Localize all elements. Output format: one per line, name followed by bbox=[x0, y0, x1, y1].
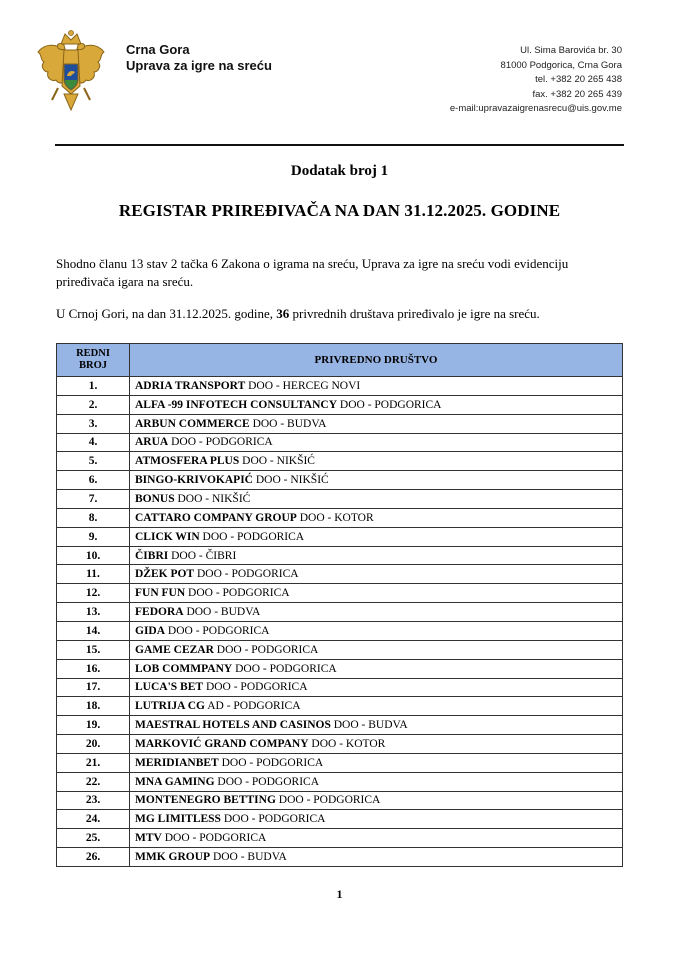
company-name: FEDORA bbox=[135, 606, 184, 619]
company-legal-form-location: DOO - PODGORICA bbox=[165, 624, 270, 637]
company-legal-form-location: DOO - PODGORICA bbox=[218, 756, 324, 769]
page-title: REGISTAR PRIREĐIVAČA NA DAN 31.12.2025. GODINE bbox=[118, 201, 561, 220]
table-row bbox=[57, 848, 623, 867]
company-cell bbox=[130, 527, 623, 546]
contact-city: 81000 Podgorica, Crna Gora bbox=[500, 59, 622, 71]
table-row bbox=[57, 414, 623, 433]
company-name: ALFA -99 INFOTECH CONSULTANCY bbox=[135, 398, 338, 411]
company-name: FUN FUN bbox=[135, 587, 186, 600]
company-cell bbox=[130, 452, 623, 471]
company-legal-form-location: DOO - NIKŠIĆ bbox=[252, 474, 329, 487]
summary-paragraph bbox=[56, 305, 624, 323]
company-legal-form-location: DOO - NIKŠIĆ bbox=[239, 455, 315, 468]
contact-block bbox=[450, 44, 622, 117]
column-header-company: PRIVREDNO DRUŠTVO bbox=[130, 344, 623, 377]
company-legal-form-location: DOO - PODGORICA bbox=[213, 643, 319, 656]
row-number: 14. bbox=[57, 621, 130, 640]
company-legal-form-location: DOO - BUDVA bbox=[249, 417, 327, 430]
company-name: LOB COMMPANY bbox=[135, 662, 233, 675]
table-row bbox=[57, 659, 623, 678]
table-row bbox=[57, 603, 623, 622]
column-header-number-line1: REDNI bbox=[76, 348, 110, 359]
row-number: 4. bbox=[57, 433, 130, 452]
company-cell bbox=[130, 584, 623, 603]
company-cell bbox=[130, 565, 623, 584]
summary-text-after: privrednih društava priređivalo je igre na sreću. bbox=[289, 306, 540, 321]
contact-address: Ul. Sima Barovića br. 30 bbox=[520, 45, 622, 56]
intro-paragraph: Shodno članu 13 stav 2 tačka 6 Zakona o igrama na sreću, Uprava za igre na sreću vodi evidenciju priređivača igara na sreću. bbox=[56, 256, 569, 289]
summary-count: 36 bbox=[276, 306, 290, 321]
company-name: MTV bbox=[135, 832, 162, 845]
summary-text-before: U Crnoj Gori, na dan 31.12.2025. godine, bbox=[56, 306, 277, 321]
company-name: GIDA bbox=[135, 624, 166, 637]
row-number: 12. bbox=[57, 584, 130, 603]
company-name: LUCA'S BET bbox=[135, 681, 204, 694]
company-cell bbox=[130, 810, 623, 829]
table-row bbox=[57, 772, 623, 791]
row-number: 6. bbox=[57, 471, 130, 490]
register-table-body bbox=[57, 377, 623, 867]
row-number: 19. bbox=[57, 716, 130, 735]
company-legal-form-location: DOO - PODGORICA bbox=[220, 813, 326, 826]
company-legal-form-location: DOO - PODGORICA bbox=[194, 568, 299, 581]
company-cell bbox=[130, 678, 623, 697]
company-name: GAME CEZAR bbox=[135, 643, 214, 656]
table-row bbox=[57, 753, 623, 772]
row-number: 22. bbox=[57, 772, 130, 791]
company-name: MNA GAMING bbox=[135, 775, 215, 788]
company-name: BINGO-KRIVOKAPIĆ bbox=[135, 474, 253, 487]
row-number: 26. bbox=[57, 848, 130, 867]
table-row bbox=[57, 546, 623, 565]
company-name: ČIBRI bbox=[135, 549, 169, 562]
company-cell bbox=[130, 829, 623, 848]
company-name: MG LIMITLESS bbox=[135, 813, 221, 826]
row-number: 15. bbox=[57, 640, 130, 659]
org-country: Crna Gora bbox=[126, 42, 190, 57]
company-cell bbox=[130, 716, 623, 735]
row-number: 16. bbox=[57, 659, 130, 678]
company-cell bbox=[130, 395, 623, 414]
table-row bbox=[57, 471, 623, 490]
company-name: BONUS bbox=[135, 492, 175, 505]
company-cell bbox=[130, 433, 623, 452]
table-row bbox=[57, 395, 623, 414]
company-legal-form-location: DOO - PODGORICA bbox=[203, 681, 308, 694]
company-legal-form-location: DOO - PODGORICA bbox=[275, 794, 381, 807]
company-name: DŽEK POT bbox=[135, 568, 195, 581]
column-header-number bbox=[57, 344, 130, 377]
table-row bbox=[57, 584, 623, 603]
contact-fax: fax. +382 20 265 439 bbox=[532, 88, 622, 100]
row-number: 21. bbox=[57, 753, 130, 772]
company-name: CLICK WIN bbox=[135, 530, 200, 543]
row-number: 13. bbox=[57, 603, 130, 622]
row-number: 1. bbox=[57, 377, 130, 396]
table-row bbox=[57, 829, 623, 848]
company-cell bbox=[130, 659, 623, 678]
company-legal-form-location: DOO - PODGORICA bbox=[185, 587, 290, 600]
company-legal-form-location: DOO - BUDVA bbox=[330, 719, 408, 732]
row-number: 24. bbox=[57, 810, 130, 829]
company-cell bbox=[130, 508, 623, 527]
company-legal-form-location: DOO - NIKŠIĆ bbox=[174, 492, 251, 505]
company-legal-form-location: DOO - PODGORICA bbox=[199, 530, 305, 543]
row-number: 23. bbox=[57, 791, 130, 810]
company-legal-form-location: DOO - BUDVA bbox=[183, 606, 261, 619]
header-divider bbox=[55, 144, 624, 146]
appendix-title: Dodatak broj 1 bbox=[290, 163, 389, 179]
company-cell bbox=[130, 546, 623, 565]
table-row bbox=[57, 791, 623, 810]
company-cell bbox=[130, 697, 623, 716]
company-name: MARKOVIĆ GRAND COMPANY bbox=[135, 737, 309, 750]
company-legal-form-location: DOO - PODGORICA bbox=[168, 436, 273, 449]
table-row bbox=[57, 433, 623, 452]
row-number: 2. bbox=[57, 395, 130, 414]
row-number: 9. bbox=[57, 527, 130, 546]
company-name: ADRIA TRANSPORT bbox=[135, 379, 246, 392]
column-header-number-line2: BROJ bbox=[78, 360, 107, 371]
company-cell bbox=[130, 490, 623, 509]
table-header-row bbox=[57, 344, 623, 377]
montenegro-coat-of-arms-icon bbox=[34, 30, 108, 116]
company-legal-form-location: DOO - PODGORICA bbox=[161, 832, 267, 845]
company-cell bbox=[130, 621, 623, 640]
table-row bbox=[57, 735, 623, 754]
row-number: 25. bbox=[57, 829, 130, 848]
company-cell bbox=[130, 377, 623, 396]
company-legal-form-location: DOO - PODGORICA bbox=[337, 398, 442, 411]
company-name: MAESTRAL HOTELS AND CASINOS bbox=[135, 719, 331, 732]
company-name: ARBUN COMMERCE bbox=[135, 417, 250, 430]
row-number: 11. bbox=[57, 565, 130, 584]
company-cell bbox=[130, 848, 623, 867]
table-row bbox=[57, 452, 623, 471]
organization-name bbox=[126, 42, 272, 74]
row-number: 17. bbox=[57, 678, 130, 697]
register-table bbox=[56, 343, 623, 867]
company-cell bbox=[130, 791, 623, 810]
row-number: 18. bbox=[57, 697, 130, 716]
row-number: 3. bbox=[57, 414, 130, 433]
page-number: 1 bbox=[336, 887, 343, 901]
company-cell bbox=[130, 772, 623, 791]
company-legal-form-location: DOO - HERCEG NOVI bbox=[245, 379, 361, 392]
row-number: 7. bbox=[57, 490, 130, 509]
company-name: MERIDIANBET bbox=[135, 756, 219, 769]
company-name: ARUA bbox=[135, 436, 169, 449]
row-number: 10. bbox=[57, 546, 130, 565]
company-legal-form-location: AD - PODGORICA bbox=[204, 700, 301, 713]
table-row bbox=[57, 678, 623, 697]
company-legal-form-location: DOO - PODGORICA bbox=[214, 775, 320, 788]
table-row bbox=[57, 697, 623, 716]
company-legal-form-location: DOO - KOTOR bbox=[296, 511, 374, 524]
contact-tel: tel. +382 20 265 438 bbox=[535, 74, 622, 85]
row-number: 8. bbox=[57, 508, 130, 527]
company-legal-form-location: DOO - KOTOR bbox=[308, 737, 386, 750]
company-legal-form-location: DOO - ČIBRI bbox=[168, 549, 237, 562]
table-row bbox=[57, 490, 623, 509]
table-row bbox=[57, 810, 623, 829]
table-row bbox=[57, 640, 623, 659]
table-row bbox=[57, 377, 623, 396]
org-agency: Uprava za igre na sreću bbox=[126, 58, 272, 73]
company-cell bbox=[130, 471, 623, 490]
contact-email[interactable]: e-mail:upravazaigrenasrecu@uis.gov.me bbox=[449, 103, 622, 114]
table-row bbox=[57, 621, 623, 640]
company-cell bbox=[130, 735, 623, 754]
table-row bbox=[57, 508, 623, 527]
company-name: MONTENEGRO BETTING bbox=[135, 794, 276, 807]
company-cell bbox=[130, 640, 623, 659]
table-row bbox=[57, 527, 623, 546]
company-legal-form-location: DOO - PODGORICA bbox=[232, 662, 337, 675]
company-name: LUTRIJA CG bbox=[135, 700, 205, 713]
company-name: ATMOSFERA PLUS bbox=[135, 455, 240, 468]
row-number: 20. bbox=[57, 735, 130, 754]
company-name: CATTARO COMPANY GROUP bbox=[135, 511, 297, 524]
company-name: MMK GROUP bbox=[135, 851, 211, 864]
company-cell bbox=[130, 603, 623, 622]
company-cell bbox=[130, 414, 623, 433]
table-row bbox=[57, 565, 623, 584]
row-number: 5. bbox=[57, 452, 130, 471]
table-row bbox=[57, 716, 623, 735]
company-legal-form-location: DOO - BUDVA bbox=[210, 851, 287, 864]
company-cell bbox=[130, 753, 623, 772]
